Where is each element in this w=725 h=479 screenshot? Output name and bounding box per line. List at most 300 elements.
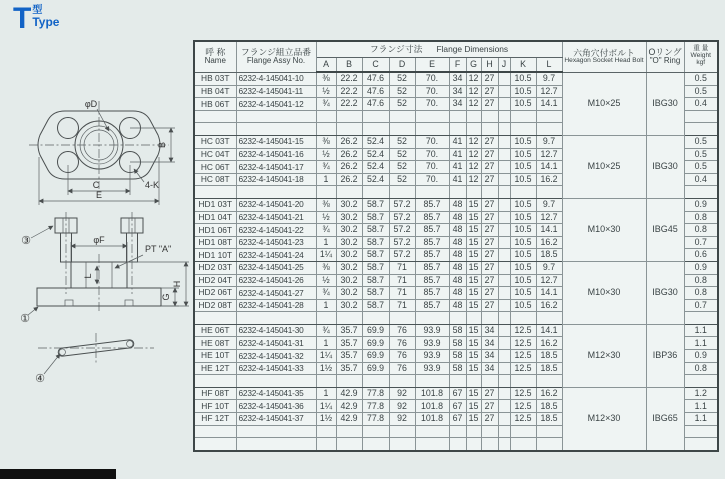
cell-dim-l: 16.2 (536, 337, 562, 350)
cell-dim-j (498, 98, 510, 111)
cell-dim-e (415, 110, 449, 123)
cell-dim-a: ⅜ (316, 135, 336, 148)
cell-dim-g: 15 (466, 387, 481, 400)
cell-dim-j (498, 375, 510, 388)
cell-dim-c: 52.4 (362, 148, 389, 161)
cell-dim-l: 14.1 (536, 161, 562, 174)
cell-bolt: M10×25 (562, 72, 646, 135)
cell-dim-h (481, 312, 498, 325)
cell-dim-c: 58.7 (362, 198, 389, 211)
cell-dim-f: 41 (449, 135, 466, 148)
cell-dim-e: 70. (415, 173, 449, 186)
cell-assy-no: 6232-4-145041-20 (236, 198, 316, 211)
cell-dim-k: 12.5 (510, 400, 536, 413)
cell-dim-j (498, 299, 510, 312)
cell-dim-a (316, 438, 336, 451)
cell-dim-e: 70. (415, 85, 449, 98)
cell-dim-e: 85.7 (415, 287, 449, 300)
cell-assy-no: 6232-4-145041-28 (236, 299, 316, 312)
cell-dim-d: 92 (389, 387, 415, 400)
cell-name: HD1 03T (194, 198, 236, 211)
cell-weight: 1.1 (684, 400, 718, 413)
cell-dim-g: 15 (466, 211, 481, 224)
cell-dim-b: 35.7 (336, 324, 362, 337)
header-oring-jp: Oリング (648, 46, 682, 57)
cell-dim-g: 12 (466, 85, 481, 98)
cell-dim-e: 85.7 (415, 261, 449, 274)
cell-dim-f: 67 (449, 400, 466, 413)
cell-dim-a: ¾ (316, 161, 336, 174)
cell-assy-no: 6232-4-145041-37 (236, 413, 316, 426)
cell-name: HF 12T (194, 413, 236, 426)
cell-dim-c: 52.4 (362, 161, 389, 174)
cell-dim-f: 48 (449, 274, 466, 287)
cell-dim-l: 9.7 (536, 198, 562, 211)
cell-dim-d: 57.2 (389, 198, 415, 211)
cell-dim-j (498, 123, 510, 136)
cell-dim-g: 15 (466, 198, 481, 211)
cell-dim-f: 48 (449, 249, 466, 262)
cell-dim-f (449, 375, 466, 388)
cell-dim-c: 58.7 (362, 287, 389, 300)
cell-dim-e (415, 425, 449, 438)
cell-dim-c (362, 110, 389, 123)
cell-dim-h: 27 (481, 72, 498, 85)
cell-dim-c: 77.8 (362, 400, 389, 413)
header-flange-dimensions (316, 41, 562, 58)
header-weight-en: Weight (690, 52, 711, 60)
cell-weight: 0.8 (684, 274, 718, 287)
cell-weight: 0.9 (684, 261, 718, 274)
header-oring-en: "O" Ring (649, 56, 681, 66)
cell-dim-k: 12.5 (510, 324, 536, 337)
cell-name: HE 12T (194, 362, 236, 375)
cell-dim-a: ¾ (316, 287, 336, 300)
cell-dim-g (466, 110, 481, 123)
header-dim-l: L (536, 58, 562, 73)
table-row (194, 72, 718, 85)
cell-dim-a (316, 375, 336, 388)
cell-dim-h: 27 (481, 148, 498, 161)
flange-top-view (29, 100, 175, 205)
cell-dim-k: 10.5 (510, 287, 536, 300)
cell-dim-f: 58 (449, 350, 466, 363)
cell-weight: 0.4 (684, 98, 718, 111)
cell-dim-a: 1 (316, 236, 336, 249)
cell-dim-b: 30.2 (336, 299, 362, 312)
header-dim-h: H (481, 58, 498, 73)
cell-name: HD2 06T (194, 287, 236, 300)
cell-dim-k: 10.5 (510, 135, 536, 148)
leader-callout-4 (44, 354, 60, 374)
cell-dim-j (498, 249, 510, 262)
callout-bolt: ③ (21, 235, 31, 247)
header-dim-g: G (466, 58, 481, 73)
cell-weight: 1.1 (684, 413, 718, 426)
cell-dim-b: 22.2 (336, 72, 362, 85)
cell-dim-l (536, 110, 562, 123)
cell-dim-d: 76 (389, 362, 415, 375)
cell-dim-j (498, 85, 510, 98)
cell-bolt: M10×30 (562, 198, 646, 261)
cell-assy-no: 6232-4-145041-32 (236, 350, 316, 363)
cell-dim-g (466, 425, 481, 438)
cell-weight: 0.9 (684, 350, 718, 363)
cell-dim-l (536, 312, 562, 325)
header-name-en: Name (204, 56, 226, 66)
cell-name: HC 03T (194, 135, 236, 148)
cell-dim-g: 15 (466, 224, 481, 237)
cell-dim-f (449, 438, 466, 451)
cell-dim-j (498, 261, 510, 274)
cell-weight: 0.8 (684, 224, 718, 237)
cell-bolt: M12×30 (562, 324, 646, 387)
cell-dim-c (362, 425, 389, 438)
cell-weight (684, 186, 718, 199)
cell-dim-h: 27 (481, 299, 498, 312)
callout-oring: ④ (35, 373, 45, 385)
cell-dim-a: 1¼ (316, 249, 336, 262)
cell-dim-c: 47.6 (362, 98, 389, 111)
cell-dim-g: 15 (466, 350, 481, 363)
header-dim-f: F (449, 58, 466, 73)
cell-assy-no: 6232-4-145041-24 (236, 249, 316, 262)
cell-dim-d: 52 (389, 161, 415, 174)
cell-dim-e: 70. (415, 135, 449, 148)
cell-weight: 0.8 (684, 211, 718, 224)
cell-dim-j (498, 236, 510, 249)
cell-dim-a (316, 312, 336, 325)
cell-dim-a: ½ (316, 148, 336, 161)
cell-dim-b: 30.2 (336, 274, 362, 287)
cell-dim-k: 10.5 (510, 72, 536, 85)
leader-callout-1 (28, 307, 38, 315)
cell-dim-j (498, 72, 510, 85)
cell-bolt: M10×30 (562, 261, 646, 324)
cell-dim-c: 47.6 (362, 72, 389, 85)
cell-dim-g: 12 (466, 173, 481, 186)
cell-dim-j (498, 324, 510, 337)
cell-name: HB 04T (194, 85, 236, 98)
cell-dim-e (415, 312, 449, 325)
cell-dim-a (316, 186, 336, 199)
cell-dim-b (336, 375, 362, 388)
cell-dim-g (466, 375, 481, 388)
cell-assy-no: 6232-4-145041-36 (236, 400, 316, 413)
cell-dim-h: 34 (481, 350, 498, 363)
cell-dim-l: 18.5 (536, 350, 562, 363)
cell-dim-j (498, 135, 510, 148)
cell-dim-l: 16.2 (536, 236, 562, 249)
flange-dimension-table-wrap (193, 40, 719, 452)
cell-dim-j (498, 387, 510, 400)
cell-oring: IBG30 (646, 72, 684, 135)
cell-assy-no: 6232-4-145041-22 (236, 224, 316, 237)
cell-dim-f: 48 (449, 236, 466, 249)
cell-dim-b: 30.2 (336, 224, 362, 237)
cell-dim-g (466, 186, 481, 199)
cell-dim-b: 30.2 (336, 261, 362, 274)
cell-dim-f: 67 (449, 413, 466, 426)
cell-name: HC 06T (194, 161, 236, 174)
cell-dim-h (481, 186, 498, 199)
cell-dim-k: 10.5 (510, 211, 536, 224)
cell-dim-l: 14.1 (536, 224, 562, 237)
header-weight-jp: 重 量 (693, 45, 709, 53)
header-dims-jp: フランジ寸法 (369, 43, 423, 54)
cell-dim-a (316, 110, 336, 123)
cell-dim-e: 101.8 (415, 413, 449, 426)
cell-dim-h: 27 (481, 135, 498, 148)
cell-dim-h: 27 (481, 85, 498, 98)
table-row (194, 198, 718, 211)
cell-dim-e (415, 375, 449, 388)
cell-dim-d: 57.2 (389, 211, 415, 224)
cell-assy-no: 6232-4-145041-15 (236, 135, 316, 148)
cell-dim-k: 12.5 (510, 413, 536, 426)
cell-dim-l: 18.5 (536, 400, 562, 413)
table-row (194, 135, 718, 148)
cell-dim-a (316, 123, 336, 136)
cell-dim-j (498, 400, 510, 413)
cell-dim-g: 12 (466, 148, 481, 161)
cell-dim-b: 30.2 (336, 236, 362, 249)
cell-oring: IBG30 (646, 135, 684, 198)
cell-assy-no: 6232-4-145041-25 (236, 261, 316, 274)
cell-dim-b: 22.2 (336, 85, 362, 98)
cell-dim-h: 27 (481, 287, 498, 300)
callout-body: ① (20, 313, 30, 325)
flange-side-view (20, 212, 189, 325)
cell-dim-c: 58.7 (362, 211, 389, 224)
cell-dim-g (466, 438, 481, 451)
cell-weight: 1.1 (684, 324, 718, 337)
cell-dim-c: 52.4 (362, 135, 389, 148)
header-bolt-en: Hexagon Socket Head Bolt (564, 56, 644, 64)
cell-dim-c: 47.6 (362, 85, 389, 98)
cell-dim-b (336, 312, 362, 325)
cell-weight (684, 123, 718, 136)
cell-dim-a: 1 (316, 337, 336, 350)
cell-dim-k (510, 375, 536, 388)
cell-dim-d: 57.2 (389, 224, 415, 237)
header-assy-no (236, 41, 316, 72)
cell-name: HC 08T (194, 173, 236, 186)
cell-dim-d: 57.2 (389, 236, 415, 249)
cell-dim-f: 67 (449, 387, 466, 400)
cell-dim-d: 71 (389, 261, 415, 274)
cell-dim-f (449, 425, 466, 438)
cell-name: HE 06T (194, 324, 236, 337)
hole-count-label: 4-K (145, 180, 160, 190)
cell-dim-l: 12.7 (536, 211, 562, 224)
cell-dim-f: 41 (449, 148, 466, 161)
cell-dim-h: 27 (481, 161, 498, 174)
cell-dim-h: 27 (481, 236, 498, 249)
cell-dim-h (481, 123, 498, 136)
header-dim-b: B (336, 58, 362, 73)
cell-assy-no: 6232-4-145041-31 (236, 337, 316, 350)
cell-dim-h (481, 110, 498, 123)
cell-dim-g: 15 (466, 362, 481, 375)
cell-dim-l (536, 123, 562, 136)
cell-dim-l: 16.2 (536, 387, 562, 400)
cell-bolt: M10×25 (562, 135, 646, 198)
cell-weight (684, 312, 718, 325)
cell-dim-c: 69.9 (362, 337, 389, 350)
cell-dim-h: 27 (481, 413, 498, 426)
cell-dim-j (498, 425, 510, 438)
cell-assy-no (236, 312, 316, 325)
cell-dim-j (498, 350, 510, 363)
cell-dim-g: 12 (466, 98, 481, 111)
dim-label-b: B (157, 141, 167, 149)
cell-name: HC 04T (194, 148, 236, 161)
cell-dim-b: 35.7 (336, 350, 362, 363)
cell-dim-b (336, 438, 362, 451)
cell-weight (684, 438, 718, 451)
cell-dim-g: 15 (466, 287, 481, 300)
cell-dim-b: 35.7 (336, 337, 362, 350)
cell-dim-f: 48 (449, 198, 466, 211)
page-title-kanji: 型 (32, 5, 43, 16)
cell-dim-f: 34 (449, 72, 466, 85)
cell-weight: 0.6 (684, 249, 718, 262)
dim-label-l: L (83, 273, 93, 279)
cell-dim-j (498, 287, 510, 300)
cell-dim-c: 58.7 (362, 236, 389, 249)
cell-weight: 0.9 (684, 198, 718, 211)
cell-dim-h: 27 (481, 224, 498, 237)
cell-dim-c: 69.9 (362, 324, 389, 337)
cell-dim-h: 27 (481, 198, 498, 211)
cell-weight (684, 375, 718, 388)
cell-dim-d: 52 (389, 85, 415, 98)
cell-dim-d (389, 438, 415, 451)
cell-dim-f: 34 (449, 85, 466, 98)
cell-dim-d: 52 (389, 135, 415, 148)
cell-dim-f: 58 (449, 324, 466, 337)
cell-dim-j (498, 211, 510, 224)
cell-dim-a: ½ (316, 85, 336, 98)
cell-dim-e: 85.7 (415, 198, 449, 211)
cell-dim-k: 10.5 (510, 261, 536, 274)
leader-4k (134, 169, 144, 182)
cell-dim-d (389, 312, 415, 325)
cell-dim-l: 12.7 (536, 85, 562, 98)
cell-dim-k: 10.5 (510, 98, 536, 111)
cell-dim-c (362, 312, 389, 325)
cell-dim-h: 27 (481, 274, 498, 287)
header-name-jp: 呼 称 (205, 46, 226, 57)
port-thread-label: PT "A" (145, 244, 172, 254)
cell-oring: IBP36 (646, 324, 684, 387)
header-bolt-jp: 六角穴付ボルト (573, 47, 635, 58)
cell-dim-h: 34 (481, 362, 498, 375)
cell-dim-b: 26.2 (336, 135, 362, 148)
table-row (194, 261, 718, 274)
cell-dim-c (362, 186, 389, 199)
cell-weight: 1.2 (684, 387, 718, 400)
cell-assy-no: 6232-4-145041-30 (236, 324, 316, 337)
cell-dim-c: 58.7 (362, 274, 389, 287)
cell-dim-f: 48 (449, 261, 466, 274)
cell-assy-no (236, 375, 316, 388)
cell-assy-no: 6232-4-145041-17 (236, 161, 316, 174)
cell-dim-g: 15 (466, 324, 481, 337)
dim-label-g: G (161, 293, 171, 301)
cell-dim-a: 1½ (316, 362, 336, 375)
cell-dim-k: 10.5 (510, 161, 536, 174)
dim-label-h: H (172, 280, 182, 288)
cell-dim-g: 15 (466, 274, 481, 287)
cell-name: HB 03T (194, 72, 236, 85)
cell-dim-d (389, 425, 415, 438)
socket-head-bolt (121, 212, 143, 294)
cell-name (194, 375, 236, 388)
cell-weight (684, 110, 718, 123)
cell-dim-b (336, 123, 362, 136)
cell-dim-c: 77.8 (362, 413, 389, 426)
cell-dim-d: 71 (389, 287, 415, 300)
cell-dim-l (536, 438, 562, 451)
cell-dim-l: 14.1 (536, 98, 562, 111)
cell-dim-e (415, 438, 449, 451)
cell-dim-a (316, 425, 336, 438)
cell-dim-k: 10.5 (510, 249, 536, 262)
cell-name: HF 10T (194, 400, 236, 413)
cell-weight: 0.7 (684, 236, 718, 249)
cell-dim-l: 12.7 (536, 274, 562, 287)
cell-dim-c: 69.9 (362, 362, 389, 375)
cell-dim-g (466, 312, 481, 325)
cell-dim-j (498, 110, 510, 123)
cell-dim-l: 14.1 (536, 287, 562, 300)
cell-dim-e (415, 186, 449, 199)
cell-dim-e: 85.7 (415, 211, 449, 224)
cell-weight: 0.8 (684, 287, 718, 300)
cell-name: HD1 06T (194, 224, 236, 237)
cell-dim-d (389, 123, 415, 136)
cell-weight: 0.5 (684, 135, 718, 148)
cell-weight (684, 425, 718, 438)
cell-dim-f: 48 (449, 287, 466, 300)
cell-dim-d: 76 (389, 350, 415, 363)
table-row (194, 324, 718, 337)
cell-dim-d: 52 (389, 173, 415, 186)
cell-dim-a: 1 (316, 173, 336, 186)
bolt-hole (58, 118, 79, 139)
cell-dim-e: 70. (415, 72, 449, 85)
cell-dim-b (336, 425, 362, 438)
cell-dim-l: 12.7 (536, 148, 562, 161)
cell-dim-h: 34 (481, 337, 498, 350)
cell-dim-g: 12 (466, 161, 481, 174)
header-dim-e: E (415, 58, 449, 73)
cell-dim-a: 1¼ (316, 400, 336, 413)
header-dim-d: D (389, 58, 415, 73)
cell-dim-l: 18.5 (536, 413, 562, 426)
cell-weight: 0.5 (684, 72, 718, 85)
cell-dim-d: 52 (389, 98, 415, 111)
cell-dim-a: ⅜ (316, 261, 336, 274)
dim-label-c: C (92, 180, 100, 190)
cell-dim-d: 52 (389, 148, 415, 161)
cell-dim-b: 42.9 (336, 400, 362, 413)
cell-dim-f (449, 123, 466, 136)
cell-dim-g: 15 (466, 261, 481, 274)
cell-dim-l (536, 186, 562, 199)
